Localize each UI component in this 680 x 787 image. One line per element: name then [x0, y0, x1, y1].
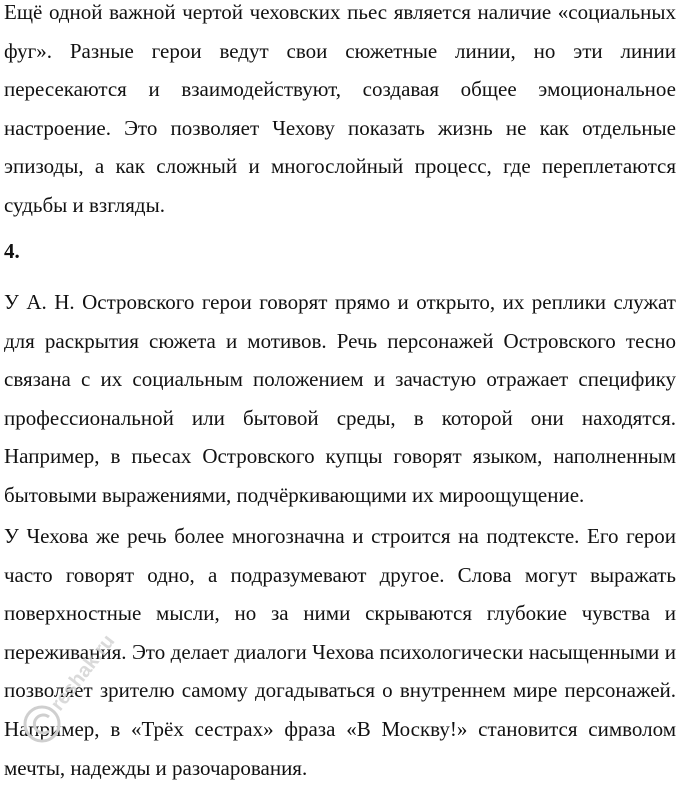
- watermark-text: reshak.ru: [46, 630, 120, 716]
- paragraph-chekhov-subtext: У Чехова же речь более многозначна и строится на подтексте. Его герои часто говорят одно, а подразумевают другое. Слова могут выражать поверхностные мысли, но за ними скрываются глубокие чувства и переживания. Это делает диалоги Чехова психологически насыщенными и позволяет зрителю самому догадываться о внутреннем мире персонажей. Например, в «Трёх сестрах» фраза «В Москву!» становится символом мечты, надежды и разочарования.: [4, 524, 676, 780]
- section-number: 4.: [4, 239, 20, 263]
- paragraph-ostrovsky: У А. Н. Островского герои говорят прямо и открыто, их реплики служат для раскрытия сюжета и мотивов. Речь персонажей Островского тесно связана с их социальным положением и зачастую отражает специфику профессиональной или бытовой среды, в которой они находятся. Например, в пьесах Островского купцы говорят языком, наполненным бытовыми выражениями, подчёркивающими их мироощущение.: [4, 290, 676, 507]
- paragraph-social-fugues: Ещё одной важной чертой чеховских пьес является наличие «социальных фуг». Разные герои ведут свои сюжетные линии, но эти линии пересекаются и взаимодействуют, создавая общее эмоциональное настроение. Это позволяет Чехову показать жизнь не как отдельные эпизоды, а как сложный и многослойный процесс, где переплетаются судьбы и взгляды.: [4, 0, 676, 217]
